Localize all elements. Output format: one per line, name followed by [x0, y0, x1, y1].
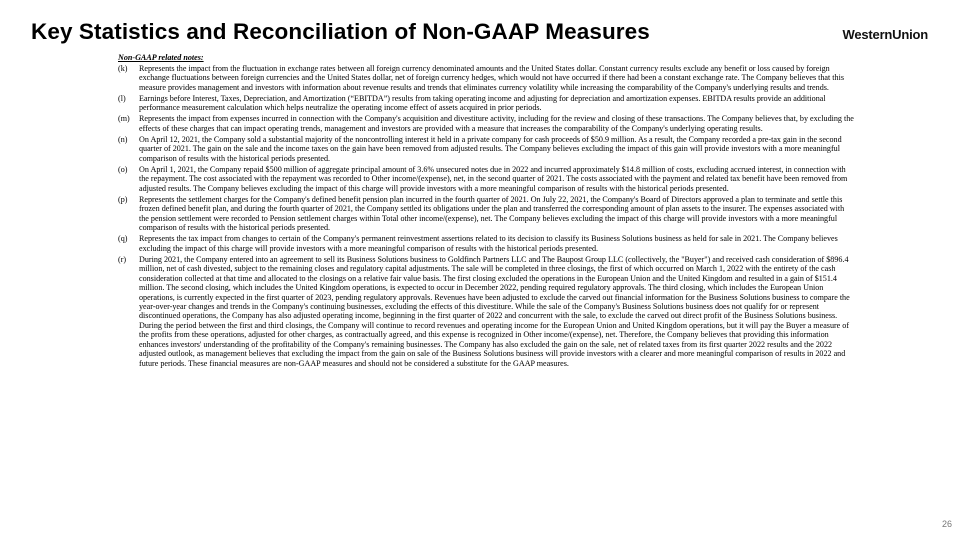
page-number: 26: [941, 519, 952, 529]
notes-heading: Non-GAAP related notes:: [118, 53, 204, 62]
note-text: Represents the impact from expenses incurred in connection with the Company's acquisition and divestiture activity, including for the review and closing of these transactions. The Company believes that, by excluding the effects of these charges that can impact operating trends, management and investors are provided with a measure that increases the comparability of the Company's underlying operating results.: [139, 114, 854, 133]
note-text: Represents the impact from the fluctuation in exchange rates between all foreign currency denominated amounts and the United States dollar. Constant currency results exclude any benefit or loss caused by foreign exchange fluctuations between foreign currencies and the United States dollar, net of foreign currency hedges, which would not have occurred if there had been a constant exchange rate. The Company believes that this measure provides management and investors with information about revenue results and trends that eliminates currency volatility while increasing the comparability of the Company's underlying results and trends.: [139, 63, 844, 92]
note-k: [118, 64, 854, 92]
note-key: (o): [118, 164, 128, 174]
note-text: Represents the settlement charges for the Company's defined benefit pension plan incurred in the fourth quarter of 2021. On July 22, 2021, the Company's Board of Directors approved a plan to terminate and settle this frozen defined benefit plan, and during the fourth quarter of 2021, the Company settled its obligations under the plan and transferred the corresponding amount of plan assets to the insurer. The expenses associated with the pension settlement were recorded to Pension settlement charges within Total other income/(expense), net. The Company believes excluding the impact of this charge will provide investors with a more meaningful comparison of results with the historical periods presented.: [139, 194, 845, 233]
note-key: (n): [118, 134, 128, 144]
note-key: (r): [118, 254, 127, 264]
note-key: (m): [118, 114, 130, 124]
slide-title: Key Statistics and Reconciliation of Non-GAAP Measures: [31, 19, 650, 44]
note-key: (k): [118, 63, 128, 73]
note-key: (p): [118, 194, 128, 204]
note-l: [118, 94, 854, 113]
note-q: [118, 234, 854, 253]
note-m: [118, 114, 854, 133]
note-text: Represents the tax impact from changes to certain of the Company's permanent reinvestment assertions related to its decision to classify its Business Solutions business as held for sale in 2021. The Company believes excluding the impact of this charge will provide investors with a more meaningful comparison of results with the historical periods presented.: [139, 234, 838, 253]
note-text: During 2021, the Company entered into an agreement to sell its Business Solutions business to Goldfinch Partners LLC and The Baupost Group LLC (collectively, the "Buyer") and received cash consideration of $896.4 million, net of cash divested, subject to the remaining closes and regulatory capital adjustments. The sale will be completed in three closings, the first of which occurred on March 1, 2022 with the entirety of the cash consideration collected at that time and allocated to the closings on a relative fair value basis. The first closing excluded the operations in the European Union and the United Kingdom and resulted in a gain of $151.4 million. The second closing, which includes the United Kingdom operations, is expected to occur in December 2022, pending required regulatory approvals. The third closing, which includes the European Union operations, is currently expected in the first quarter of 2023, pending regulatory approvals. Revenues have been adjusted to exclude the carved out financial information for the Business Solutions business to compare the year-over-year changes and trends in the Company's continuing businesses, excluding the effects of this divestiture. While the sale of the Company's Business Solutions business does not qualify for or represent discontinued operations, the Company has also adjusted operating income, beginning in the first quarter of 2022 and concurrent with the sale, to exclude the carved out direct profit of the Business Solutions business. During the period between the first and third closings, the Company will continue to record revenues and operating income for the European Union and United Kingdom operations, but it will pay the Buyer a measure of the profits from these operations, adjusted for other charges, as contractually agreed, and this expense is recognized in Other income/(expense), net. Therefore, the Company believes that providing this information enhances investors' understanding of the profitability of the Company's remaining businesses. The Company has also excluded the gain on the sale, net of related taxes from its first quarter 2022 results and the 2022 adjusted outlook, as management believes that excluding the impact from the gain on sale of the Business Solutions business will provide investors with a clearer and more meaningful comparison of results in 2022 and future periods. These financial measures are non-GAAP measures and should not be considered a substitute for the GAAP measures.: [139, 254, 850, 368]
note-text: Earnings before Interest, Taxes, Depreciation, and Amortization (“EBITDA”) results from taking operating income and adjusting for depreciation and amortization expenses. EBITDA results provide an additional performance measurement calculation which helps neutralize the operating income effect of assets acquired in prior periods.: [139, 93, 826, 113]
note-text: On April 1, 2021, the Company repaid $500 million of aggregate principal amount of 3.6% unsecured notes due in 2022 and incurred approximately $14.8 million of costs, excluding accrued interest, in connection with the repayment. The cost associated with the repayment was recorded to Other income/(expense), net, in the second quarter of 2021. The costs associated with the payment and related tax benefit have been removed from adjusted results. The Company believes excluding the impact of this charge will provide investors with a more meaningful comparison of results with the historical periods presented.: [139, 164, 848, 193]
note-n: [118, 135, 854, 163]
note-p: [118, 195, 854, 233]
western-union-logo: WesternUnion: [842, 27, 928, 42]
note-text: On April 12, 2021, the Company sold a substantial majority of the noncontrolling interest it held in a private company for cash proceeds of $50.9 million. As a result, the Company recorded a pre-tax gain in the second quarter of 2021. The gain on the sale and the income taxes on the gain have been removed from adjusted results. The Company believes excluding the impact of this gain will provide investors with a more meaningful comparison of results with the historical periods presented.: [139, 134, 842, 163]
note-r: [118, 255, 854, 368]
note-key: (l): [118, 93, 126, 103]
note-o: [118, 165, 854, 193]
notes-section: [118, 53, 854, 370]
note-key: (q): [118, 234, 128, 244]
